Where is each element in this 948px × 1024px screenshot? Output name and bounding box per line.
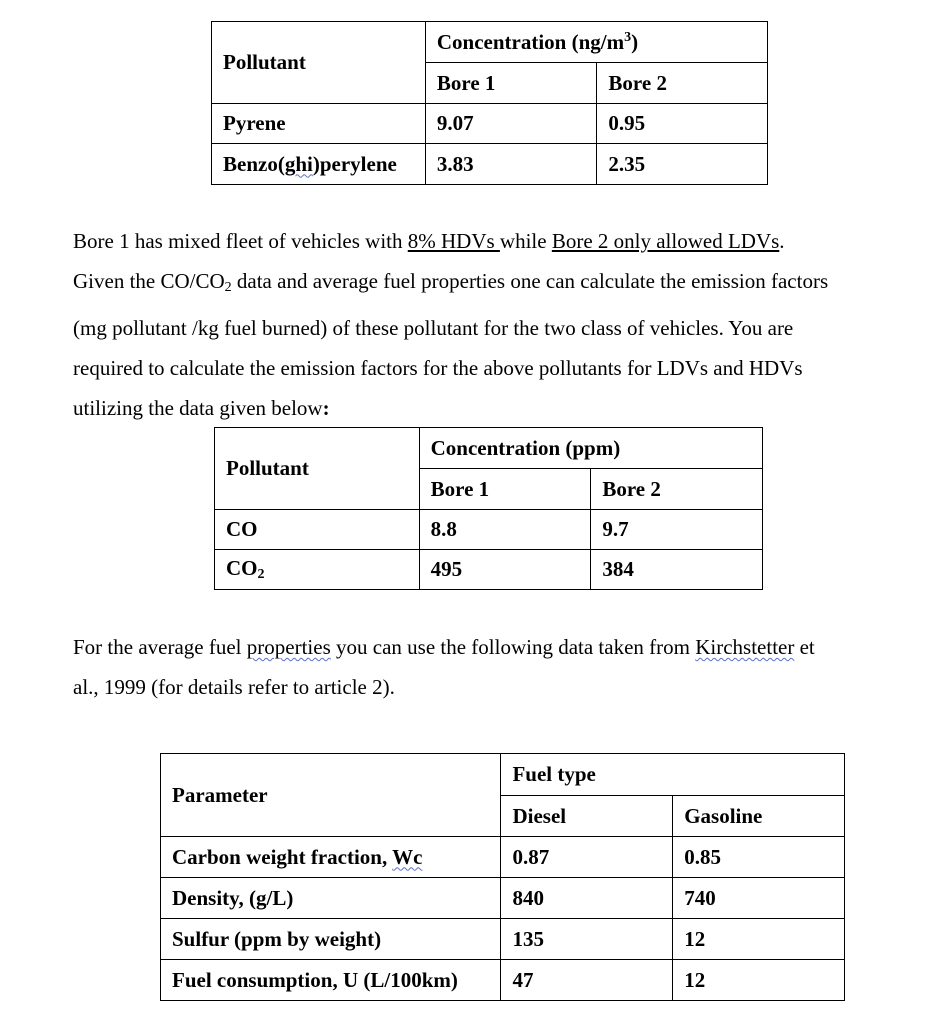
paragraph-line: (mg pollutant /kg fuel burned) of these pollutant for the two class of vehicles. You are bbox=[73, 316, 794, 340]
gasoline-value: 0.85 bbox=[673, 837, 845, 878]
paragraph-line: Bore 1 has mixed fleet of vehicles with 8% HDVs while Bore 2 only allowed LDVs. bbox=[73, 229, 785, 253]
pollutant-header: Pollutant bbox=[215, 428, 420, 510]
pollutant-name: Pyrene bbox=[212, 104, 426, 144]
co-co2-concentration-table bbox=[214, 427, 763, 590]
table-row bbox=[215, 510, 763, 550]
bore2-value: 0.95 bbox=[597, 104, 768, 144]
gasoline-value: 12 bbox=[673, 919, 845, 960]
fuel-properties-table bbox=[160, 753, 845, 1001]
bore1-header: Bore 1 bbox=[425, 63, 597, 104]
bore2-value: 384 bbox=[591, 550, 763, 590]
table-row bbox=[212, 104, 768, 144]
gasoline-value: 12 bbox=[673, 960, 845, 1001]
gasoline-header: Gasoline bbox=[673, 796, 845, 837]
bore2-header: Bore 2 bbox=[597, 63, 768, 104]
parameter-name: Sulfur (ppm by weight) bbox=[161, 919, 501, 960]
bore2-value: 9.7 bbox=[591, 510, 763, 550]
fuel-type-header: Fuel type bbox=[501, 754, 845, 796]
paragraph-line: al., 1999 (for details refer to article 2). bbox=[73, 675, 395, 699]
fuel-properties-paragraph bbox=[73, 627, 923, 707]
bore2-header: Bore 2 bbox=[591, 469, 763, 510]
concentration-header: Concentration (ppm) bbox=[419, 428, 762, 469]
bore1-header: Bore 1 bbox=[419, 469, 591, 510]
table-row bbox=[212, 144, 768, 185]
bore1-value: 8.8 bbox=[419, 510, 591, 550]
bore2-value: 2.35 bbox=[597, 144, 768, 185]
bore1-value: 495 bbox=[419, 550, 591, 590]
paragraph-line: required to calculate the emission factors for the above pollutants for LDVs and HDVs bbox=[73, 356, 803, 380]
diesel-value: 840 bbox=[501, 878, 673, 919]
table-row bbox=[161, 919, 845, 960]
paragraph-line: utilizing the data given below: bbox=[73, 396, 330, 420]
diesel-value: 135 bbox=[501, 919, 673, 960]
bore1-value: 3.83 bbox=[425, 144, 597, 185]
table-row bbox=[161, 878, 845, 919]
table-row bbox=[161, 837, 845, 878]
table-row bbox=[161, 960, 845, 1001]
pollutant-name: $CO_2$ bbox=[215, 550, 420, 590]
instructions-paragraph bbox=[73, 221, 923, 428]
gasoline-value: 740 bbox=[673, 878, 845, 919]
diesel-header: Diesel bbox=[501, 796, 673, 837]
diesel-value: 0.87 bbox=[501, 837, 673, 878]
pollutant-name: CO bbox=[215, 510, 420, 550]
pollutant-concentration-table bbox=[211, 21, 768, 185]
diesel-value: 47 bbox=[501, 960, 673, 1001]
bore1-value: 9.07 bbox=[425, 104, 597, 144]
parameter-header: Parameter bbox=[161, 754, 501, 837]
paragraph-line: Given the $CO/CO_2$ data and average fuel properties one can calculate the emission factors bbox=[73, 269, 829, 295]
pollutant-header: Pollutant bbox=[212, 22, 426, 104]
paragraph-line: For the average fuel properties you can use the following data taken from Kirchstetter et bbox=[73, 635, 815, 659]
concentration-header: Concentration $(ng/m^3)$ bbox=[425, 22, 767, 63]
parameter-name: Carbon weight fraction, Wc bbox=[161, 837, 501, 878]
pollutant-name: Benzo(ghi)perylene bbox=[212, 144, 426, 185]
table-row bbox=[215, 550, 763, 590]
parameter-name: Density, (g/L) bbox=[161, 878, 501, 919]
parameter-name: Fuel consumption, U (L/100km) bbox=[161, 960, 501, 1001]
